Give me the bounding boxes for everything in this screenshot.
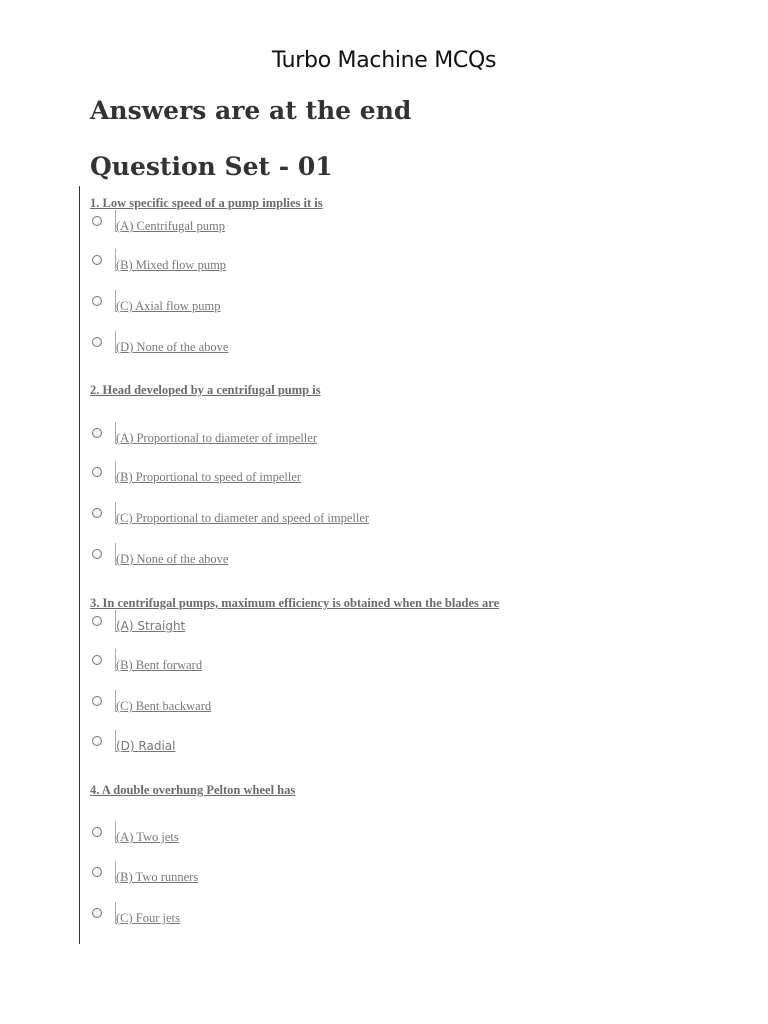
question-2-option-a[interactable] xyxy=(90,428,690,450)
option-label[interactable]: (D) None of the above xyxy=(116,552,229,566)
question-2-text: 2. Head developed by a centrifugal pump is xyxy=(90,383,321,397)
option-label[interactable]: (C) Bent backward xyxy=(116,699,212,713)
option-label[interactable]: (A) Centrifugal pump xyxy=(116,219,226,233)
option-label[interactable]: (C) Four jets xyxy=(116,911,180,925)
radio-button-icon[interactable] xyxy=(92,428,102,438)
radio-button-icon[interactable] xyxy=(92,827,102,837)
left-margin-rule xyxy=(79,186,80,944)
radio-button-icon[interactable] xyxy=(92,467,102,477)
question-4-option-a[interactable] xyxy=(90,827,690,849)
radio-button-icon[interactable] xyxy=(92,549,102,559)
question-4-text: 4. A double overhung Pelton wheel has xyxy=(90,783,296,797)
option-label[interactable]: (D) Radial xyxy=(116,739,176,753)
question-4-option-b[interactable] xyxy=(90,867,690,889)
option-label[interactable]: (A) Straight xyxy=(116,619,186,633)
question-2-option-b[interactable] xyxy=(90,467,690,489)
radio-button-icon[interactable] xyxy=(92,337,102,347)
question-3-option-a[interactable] xyxy=(90,616,690,638)
radio-button-icon[interactable] xyxy=(92,736,102,746)
radio-button-icon[interactable] xyxy=(92,908,102,918)
option-label[interactable]: (B) Proportional to speed of impeller xyxy=(116,470,302,484)
radio-button-icon[interactable] xyxy=(92,508,102,518)
radio-button-icon[interactable] xyxy=(92,296,102,306)
question-2-option-d[interactable] xyxy=(90,549,690,571)
option-label[interactable]: (B) Bent forward xyxy=(116,658,203,672)
question-3-option-b[interactable] xyxy=(90,655,690,677)
option-label[interactable]: (D) None of the above xyxy=(116,340,229,354)
radio-button-icon[interactable] xyxy=(92,616,102,626)
option-label[interactable]: (B) Two runners xyxy=(116,870,199,884)
question-3-option-d[interactable] xyxy=(90,736,690,758)
question-1-option-d[interactable] xyxy=(90,337,690,359)
option-label[interactable]: (A) Two jets xyxy=(116,830,179,844)
radio-button-icon[interactable] xyxy=(92,255,102,265)
question-4-option-c[interactable] xyxy=(90,908,690,930)
radio-button-icon[interactable] xyxy=(92,216,102,226)
question-1-option-a[interactable] xyxy=(90,216,690,238)
radio-button-icon[interactable] xyxy=(92,696,102,706)
question-2-option-c[interactable] xyxy=(90,508,690,530)
answers-note: Answers are at the end xyxy=(90,96,412,125)
question-1-option-c[interactable] xyxy=(90,296,690,318)
question-3-text: 3. In centrifugal pumps, maximum efficiency is obtained when the blades are xyxy=(90,596,500,610)
radio-button-icon[interactable] xyxy=(92,867,102,877)
question-1-option-b[interactable] xyxy=(90,255,690,277)
option-label[interactable]: (C) Axial flow pump xyxy=(116,299,221,313)
document-title: Turbo Machine MCQs xyxy=(271,48,497,73)
question-3-option-c[interactable] xyxy=(90,696,690,718)
option-label[interactable]: (B) Mixed flow pump xyxy=(116,258,227,272)
option-label[interactable]: (C) Proportional to diameter and speed of impeller xyxy=(116,511,370,525)
question-set-title: Question Set - 01 xyxy=(90,152,333,181)
radio-button-icon[interactable] xyxy=(92,655,102,665)
question-1-text: 1. Low specific speed of a pump implies it is xyxy=(90,196,323,210)
option-label[interactable]: (A) Proportional to diameter of impeller xyxy=(116,431,317,445)
